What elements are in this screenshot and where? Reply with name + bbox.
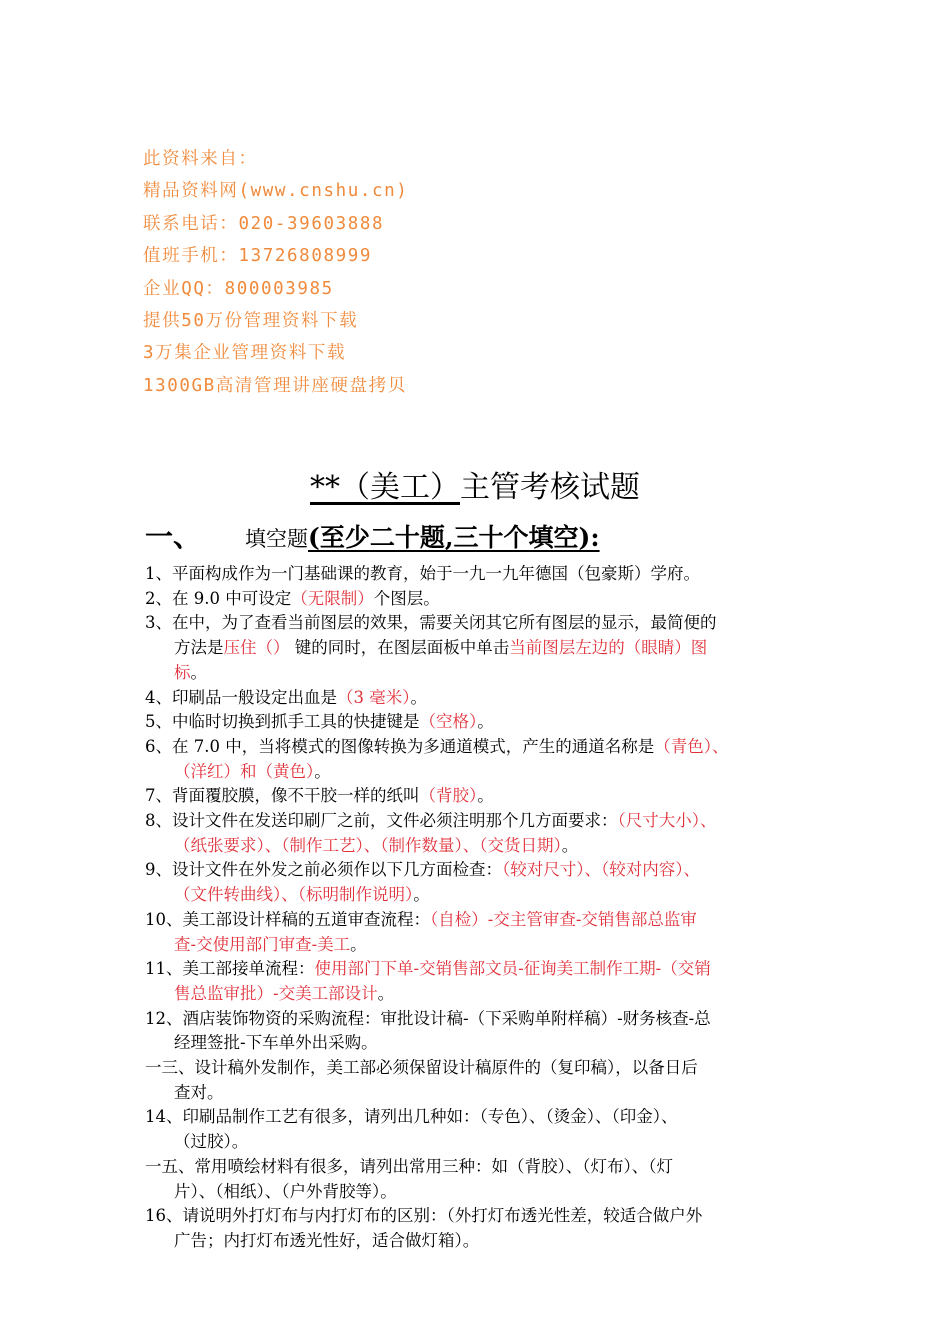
question-line <box>145 1056 815 1081</box>
question-text: 经理签批-下车单外出采购。 <box>174 1033 378 1053</box>
question-item <box>145 686 815 711</box>
answer-text: （空格） <box>419 712 478 732</box>
answer-text: （洋红）和（黄色） <box>174 761 315 781</box>
page-title <box>0 466 950 510</box>
question-item <box>145 735 815 784</box>
question-line <box>145 908 815 933</box>
question-text: 广告；内打灯布透光性好，适合做灯箱）。 <box>174 1230 480 1250</box>
question-line <box>145 982 815 1007</box>
promo-line: 联系电话：020-39603888 <box>143 213 385 234</box>
answer-text: （自检）-交主管审查-交销售部总监审 <box>430 909 697 929</box>
question-line <box>145 784 815 809</box>
answer-text: 压住（） <box>223 638 290 658</box>
answer-text: 当前图层左边的（眼睛）图 <box>509 638 708 658</box>
question-item <box>145 710 815 735</box>
question-item <box>145 809 815 858</box>
question-text: 2、在 9.0 中可设定 <box>145 588 292 608</box>
question-text: 7、背面覆胶膜，像不干胶一样的纸叫 <box>145 786 420 806</box>
question-line <box>145 710 815 735</box>
question-line <box>145 1180 815 1205</box>
answer-text: （3 毫米） <box>337 687 411 707</box>
question-line <box>145 735 815 760</box>
question-text: 3、在中，为了查看当前图层的效果，需要关闭其它所有图层的显示，最简便的 <box>145 613 717 633</box>
question-text: 。 <box>477 786 494 806</box>
question-text: 。 <box>477 712 494 732</box>
question-text: 1、平面构成作为一门基础课的教育，始于一九一九年德国（包豪斯）学府。 <box>145 564 700 583</box>
answer-text: （尺寸大小）、 <box>617 811 717 831</box>
answer-text: （背胶） <box>419 786 478 806</box>
promo-line: 此资料来自： <box>143 149 258 169</box>
question-item <box>145 858 815 907</box>
answer-text: 标 <box>174 662 191 682</box>
question-text: 4、印刷品一般设定出血是 <box>145 687 337 707</box>
question-text: 一三、设计稿外发制作，美工部必须保留设计稿原件的（复印稿），以备日后 <box>145 1058 698 1078</box>
title-prefix: **（美工） <box>310 470 460 505</box>
question-line <box>145 834 815 859</box>
question-item <box>145 1204 815 1253</box>
answer-text: 售总监审批）-交美工部设计 <box>174 983 378 1003</box>
question-list <box>145 562 815 1254</box>
promo-line: 值班手机：13726808999 <box>143 246 372 267</box>
question-line <box>145 957 815 982</box>
question-text: 12、酒店装饰物资的采购流程：审批设计稿-（下采购单附样稿）-财务核查-总 <box>145 1008 711 1028</box>
question-line <box>145 1105 815 1130</box>
question-text: 个图层。 <box>373 588 440 608</box>
question-line <box>145 1204 815 1229</box>
question-text: 11、美工部接单流程： <box>145 959 315 979</box>
question-text: 。 <box>377 983 395 1003</box>
question-item <box>145 587 815 612</box>
question-item <box>145 1155 815 1204</box>
question-text: 5、中临时切换到抓手工具的快捷键是 <box>145 712 420 732</box>
question-line <box>145 809 815 834</box>
question-text: 键的同时，在图层面板中单击 <box>289 638 510 658</box>
question-line <box>145 760 815 785</box>
section-subtitle: (至少二十题,三十个填空): <box>308 523 600 552</box>
question-text: 方法是 <box>174 638 224 658</box>
question-text: 。 <box>350 934 367 954</box>
question-text: 查对。 <box>174 1082 224 1102</box>
promo-line: 提供50万份管理资料下载 <box>143 310 359 331</box>
question-line <box>145 562 815 587</box>
answer-text: （无限制） <box>291 588 374 608</box>
question-text: 16、请说明外打灯布与内打灯布的区别：（外打灯布透光性差，较适合做户外 <box>145 1206 703 1226</box>
question-text: 。 <box>314 761 331 781</box>
question-line <box>145 587 815 612</box>
question-item <box>145 1105 815 1154</box>
answer-text: 查-交使用部门审查-美工 <box>174 934 351 954</box>
question-text: 。 <box>413 885 430 905</box>
answer-text: （文件转曲线）、（标明制作说明） <box>174 885 414 905</box>
answer-text: （较对尺寸）、（较对内容）、 <box>502 860 700 880</box>
question-item <box>145 908 815 957</box>
question-line <box>145 1031 815 1056</box>
title-suffix: 主管考核试题 <box>460 470 640 505</box>
promo-line: 1300GB高清管理讲座硬盘拷贝 <box>143 375 407 396</box>
question-text: 6、在 7.0 中，当将模式的图像转换为多通道模式，产生的通道名称是 <box>145 736 655 756</box>
question-text: 9、设计文件在外发之前必须作以下几方面检查： <box>145 860 502 880</box>
answer-text: （青色）、 <box>654 736 729 756</box>
question-line <box>145 611 815 636</box>
question-item <box>145 957 815 1006</box>
question-text: （过胶）。 <box>174 1132 249 1152</box>
promo-line: 3万集企业管理资料下载 <box>143 343 347 364</box>
question-text: 14、印刷品制作工艺有很多，请列出几种如：（专色）、（烫金）、（印金）、 <box>145 1107 678 1127</box>
question-line <box>145 883 815 908</box>
question-item <box>145 562 815 587</box>
question-text: 一五、常用喷绘材料有很多，请列出常用三种：如（背胶）、（灯布）、（灯 <box>145 1156 673 1176</box>
question-text: 。 <box>190 662 207 682</box>
question-item <box>145 784 815 809</box>
section-label: 填空题 <box>245 527 308 551</box>
question-item <box>145 1056 815 1105</box>
question-text: 。 <box>410 687 427 707</box>
question-text: 10、美工部设计样稿的五道审查流程： <box>145 909 430 929</box>
question-line <box>145 933 815 958</box>
question-line <box>145 1155 815 1180</box>
question-line <box>145 1130 815 1155</box>
question-line <box>145 1229 815 1254</box>
question-line <box>145 858 815 883</box>
question-line <box>145 686 815 711</box>
promo-line: 企业QQ：800003985 <box>143 278 334 299</box>
section-heading <box>145 517 600 559</box>
question-line <box>145 636 815 661</box>
question-line <box>145 1081 815 1106</box>
promo-line: 精品资料网(www.cnshu.cn) <box>143 181 409 202</box>
question-line <box>145 661 815 686</box>
question-text: 片）、（相纸）、（户外背胶等）。 <box>174 1181 397 1201</box>
question-text: 。 <box>561 835 579 855</box>
question-line <box>145 1007 815 1032</box>
answer-text: （纸张要求）、（制作工艺）、（制作数量）、（交货日期） <box>174 835 562 855</box>
answer-text: 使用部门下单-交销售部文员-征询美工制作工期-（交销 <box>314 959 711 979</box>
question-item <box>145 611 815 685</box>
question-text: 8、设计文件在发送印刷厂之前，文件必须注明那个几方面要求： <box>145 811 618 831</box>
promo-block <box>143 146 408 405</box>
section-number: 一、 <box>145 520 202 553</box>
question-item <box>145 1007 815 1056</box>
